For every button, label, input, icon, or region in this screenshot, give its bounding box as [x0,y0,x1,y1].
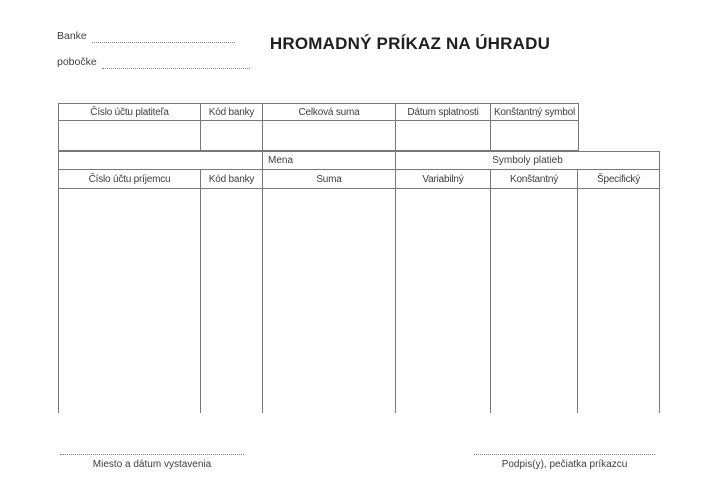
recipient-bank-code-header: Kód banky [201,170,263,188]
specific-symbol-column[interactable] [578,188,659,413]
payments-table-body [58,188,660,413]
due-date-field[interactable] [396,121,491,150]
issue-fill-line[interactable] [60,454,244,455]
specific-symbol-header: Špecifický [596,173,640,185]
payment-symbols-label: Symboly platieb [492,155,563,166]
recipient-bank-code-column[interactable] [201,188,263,413]
total-amount-header: Celková suma [263,104,396,121]
variable-symbol-column[interactable] [396,188,491,413]
form-title: HROMADNÝ PRÍKAZ NA ÚHRADU [269,34,551,53]
bank-row [57,30,235,43]
constant-symbol-field[interactable] [491,121,578,150]
signature-fill-line[interactable] [474,454,655,455]
payer-bank-code-field[interactable] [201,121,263,150]
branch-fill-line[interactable] [102,57,250,69]
total-amount-field[interactable] [263,121,396,150]
constant-symbol-header: Konštantný symbol [491,104,578,121]
bank-code-header: Kód banky [201,104,263,121]
payer-table [58,103,579,151]
branch-label: pobočke [57,56,97,68]
middle-band-empty-cell[interactable] [59,152,263,169]
constant-symbol-header2: Konštantný [491,170,578,188]
signature-stamp-label: Podpis(y), pečiatka príkazcu [501,459,628,470]
bank-fill-line[interactable] [92,31,235,43]
issue-place-date-label: Miesto a dátum vystavenia [92,459,212,470]
payments-table-header [58,169,660,189]
recipient-account-column[interactable] [59,188,201,413]
payer-account-header: Číslo účtu platiteľa [59,104,201,121]
recipient-account-header: Číslo účtu príjemcu [59,170,201,188]
amount-header: Suma [263,170,396,188]
branch-row [57,56,250,69]
due-date-header: Dátum splatnosti [396,104,491,121]
constant-symbol-column[interactable] [491,188,578,413]
currency-label: Mena [263,152,396,169]
bank-label: Banke [57,30,87,42]
payer-account-field[interactable] [59,121,201,150]
variable-symbol-header: Variabilný [396,170,491,188]
middle-band [58,151,660,170]
amount-column[interactable] [263,188,396,413]
